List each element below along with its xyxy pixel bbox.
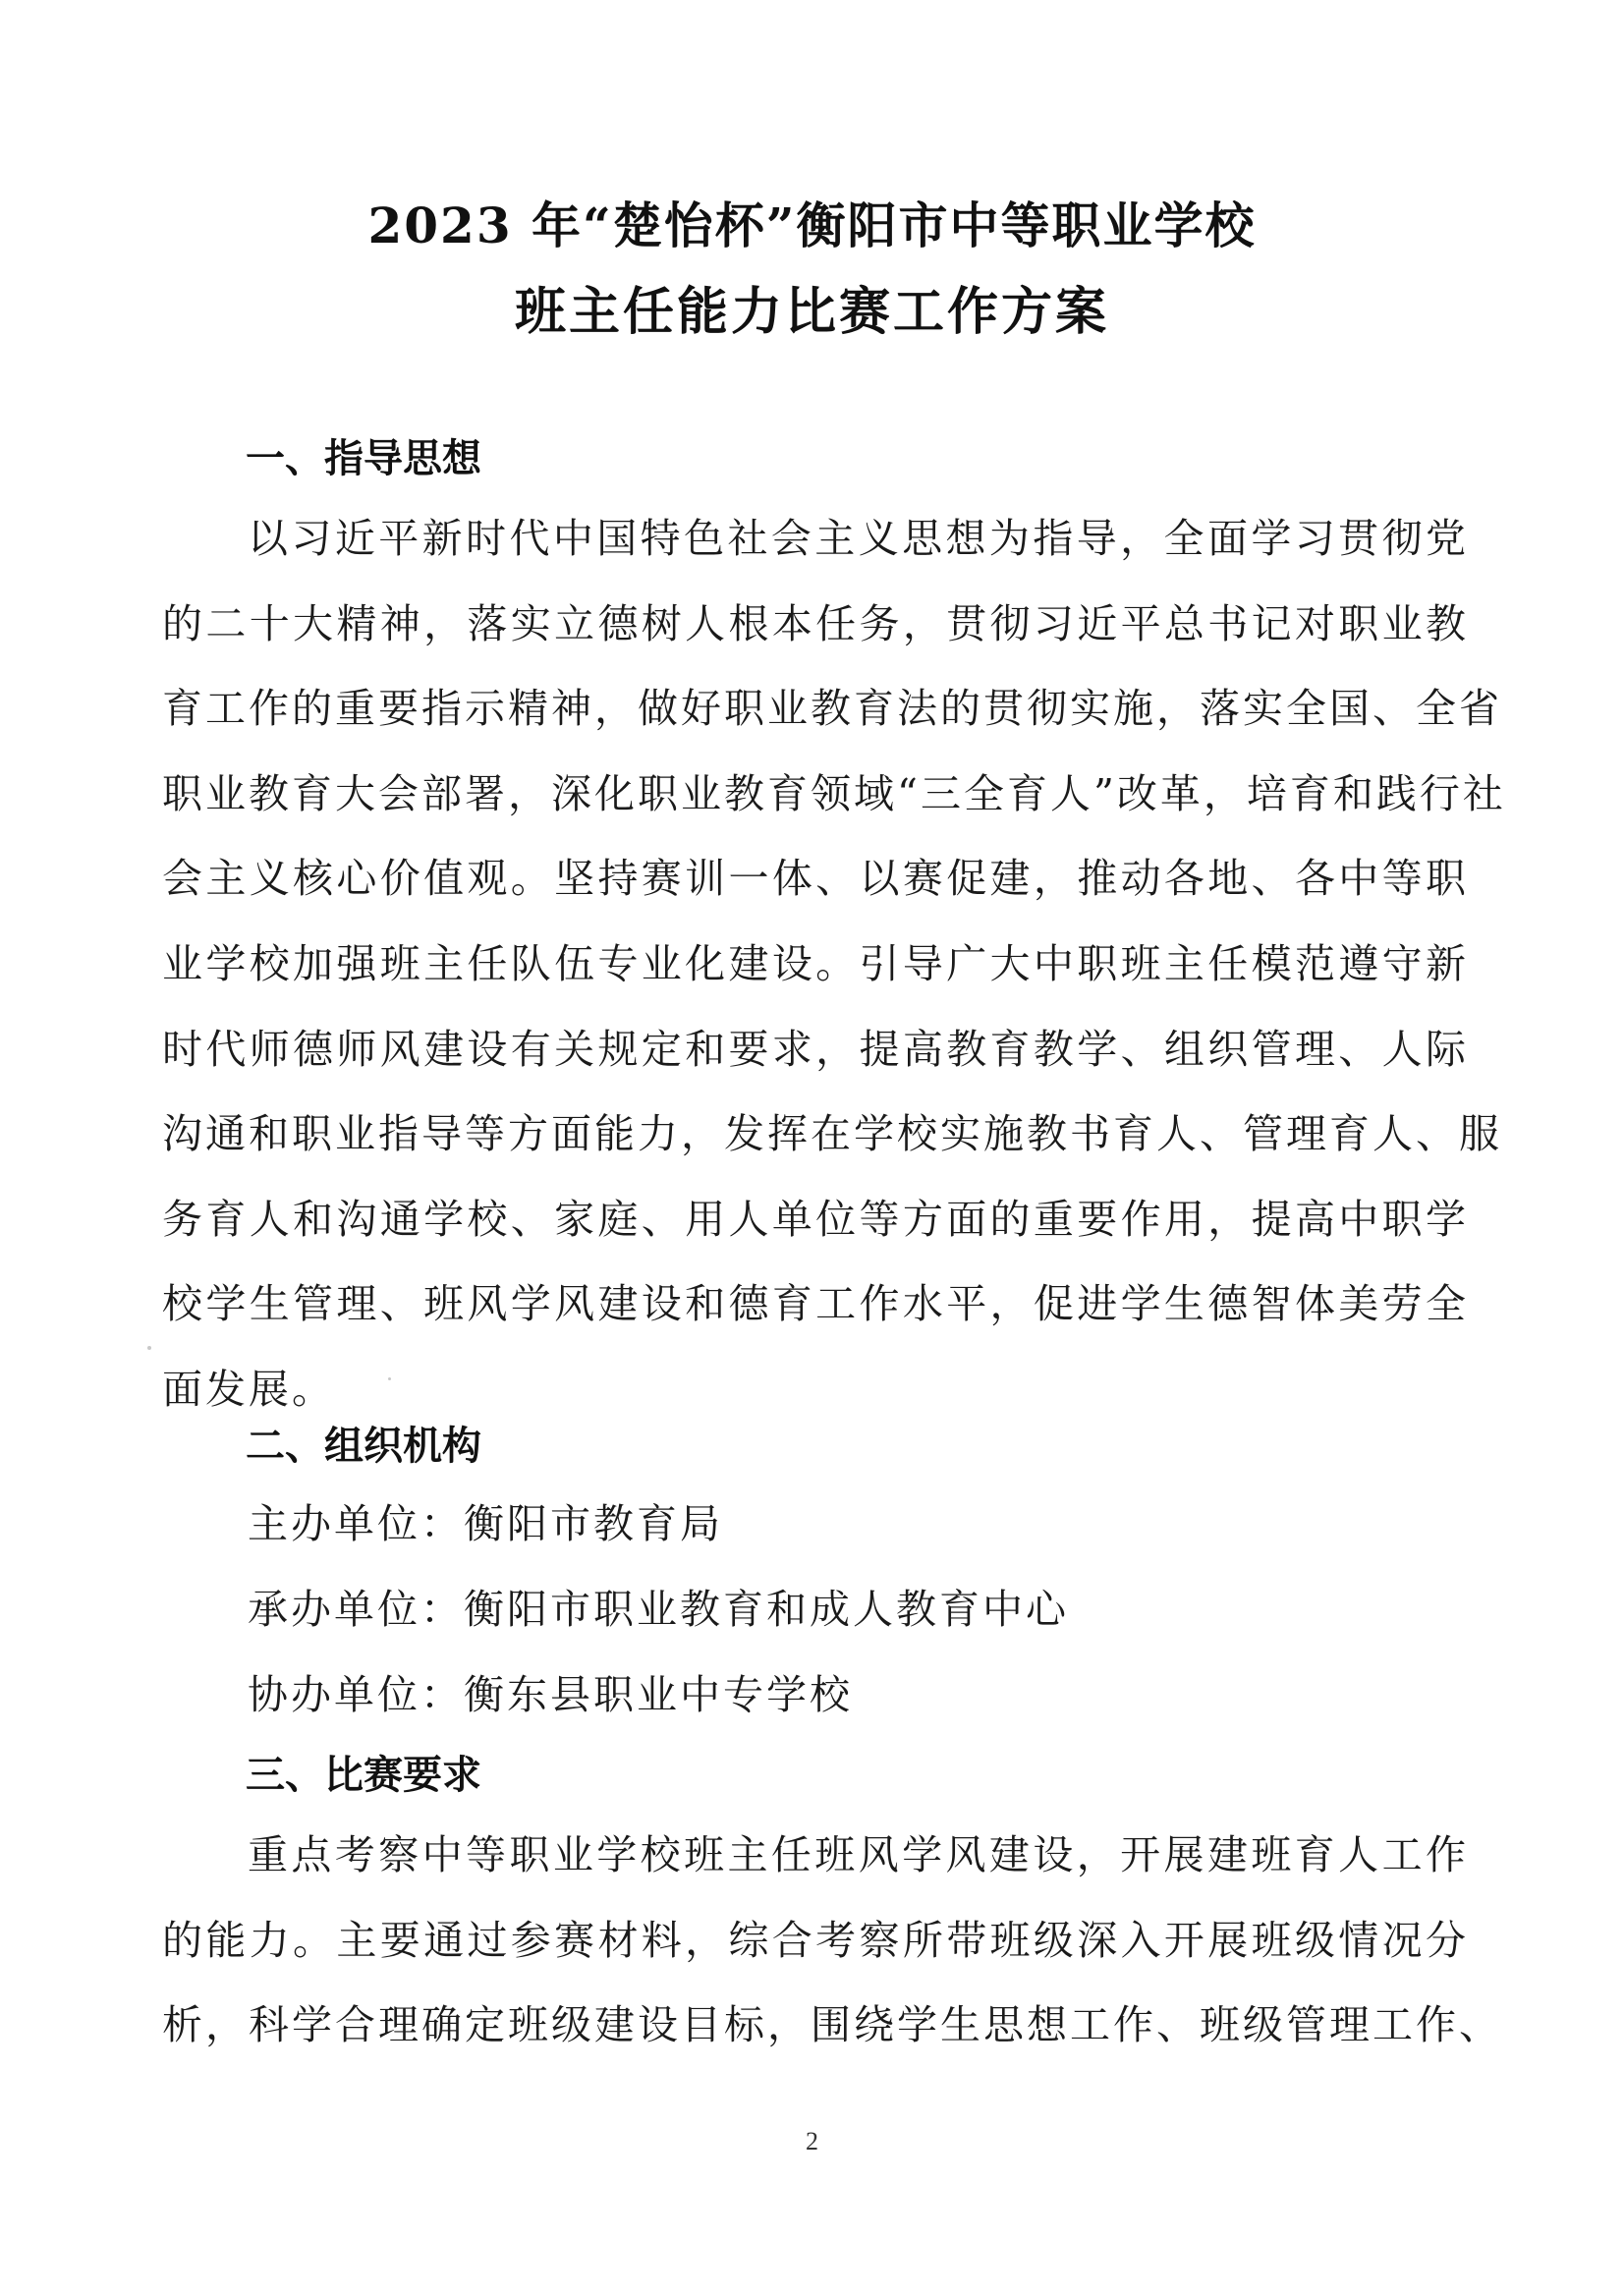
paragraph-line: 育工作的重要指示精神，做好职业教育法的贯彻实施，落实全国、全省 <box>162 685 1502 733</box>
host-unit: 主办单位：衡阳市教育局 <box>248 1500 723 1547</box>
co-organizer-unit: 协办单位：衡东县职业中专学校 <box>248 1671 853 1718</box>
scan-speck <box>388 1377 391 1380</box>
paragraph-line: 时代师德师风建设有关规定和要求，提高教育教学、组织管理、人际 <box>162 1025 1469 1073</box>
scan-speck <box>147 1346 151 1350</box>
organizer-unit: 承办单位：衡阳市职业教育和成人教育中心 <box>248 1586 1069 1633</box>
document-title-line1: 2023 年“楚怡杯”衡阳市中等职业学校 <box>367 196 1257 254</box>
section3-heading: 三、比赛要求 <box>246 1753 481 1798</box>
paragraph-line: 的二十大精神，落实立德树人根本任务，贯彻习近平总书记对职业教 <box>162 599 1469 647</box>
section3-paragraph <box>162 1813 1502 2068</box>
section1-paragraph <box>162 496 1506 1432</box>
document-title-line2: 班主任能力比赛工作方案 <box>514 282 1109 342</box>
paragraph-line: 重点考察中等职业学校班主任班风学风建设，开展建班育人工作 <box>248 1831 1469 1878</box>
page-number: 2 <box>806 2127 818 2155</box>
paragraph-line: 务育人和沟通学校、家庭、用人单位等方面的重要作用，提高中职学 <box>162 1195 1469 1243</box>
paragraph-line: 面发展。 <box>162 1365 335 1413</box>
paragraph-line: 以习近平新时代中国特色社会主义思想为指导，全面学习贯彻党 <box>248 515 1469 562</box>
section2-heading: 二、组织机构 <box>246 1424 481 1469</box>
paragraph-line: 业学校加强班主任队伍专业化建设。引导广大中职班主任模范遵守新 <box>162 939 1469 987</box>
paragraph-line: 的能力。主要通过参赛材料，综合考察所带班级深入开展班级情况分 <box>162 1916 1469 1964</box>
paragraph-line: 沟通和职业指导等方面能力，发挥在学校实施教书育人、管理育人、服 <box>162 1110 1502 1158</box>
section1-heading: 一、指导思想 <box>246 436 481 481</box>
paragraph-line: 校学生管理、班风学风建设和德育工作水平，促进学生德智体美劳全 <box>162 1280 1469 1328</box>
paragraph-line: 会主义核心价值观。坚持赛训一体、以赛促建，推动各地、各中等职 <box>162 855 1469 903</box>
paragraph-line: 职业教育大会部署，深化职业教育领域“三全育人”改革，培育和践行社 <box>162 769 1506 817</box>
paragraph-line: 析，科学合理确定班级建设目标，围绕学生思想工作、班级管理工作、 <box>162 2001 1502 2049</box>
